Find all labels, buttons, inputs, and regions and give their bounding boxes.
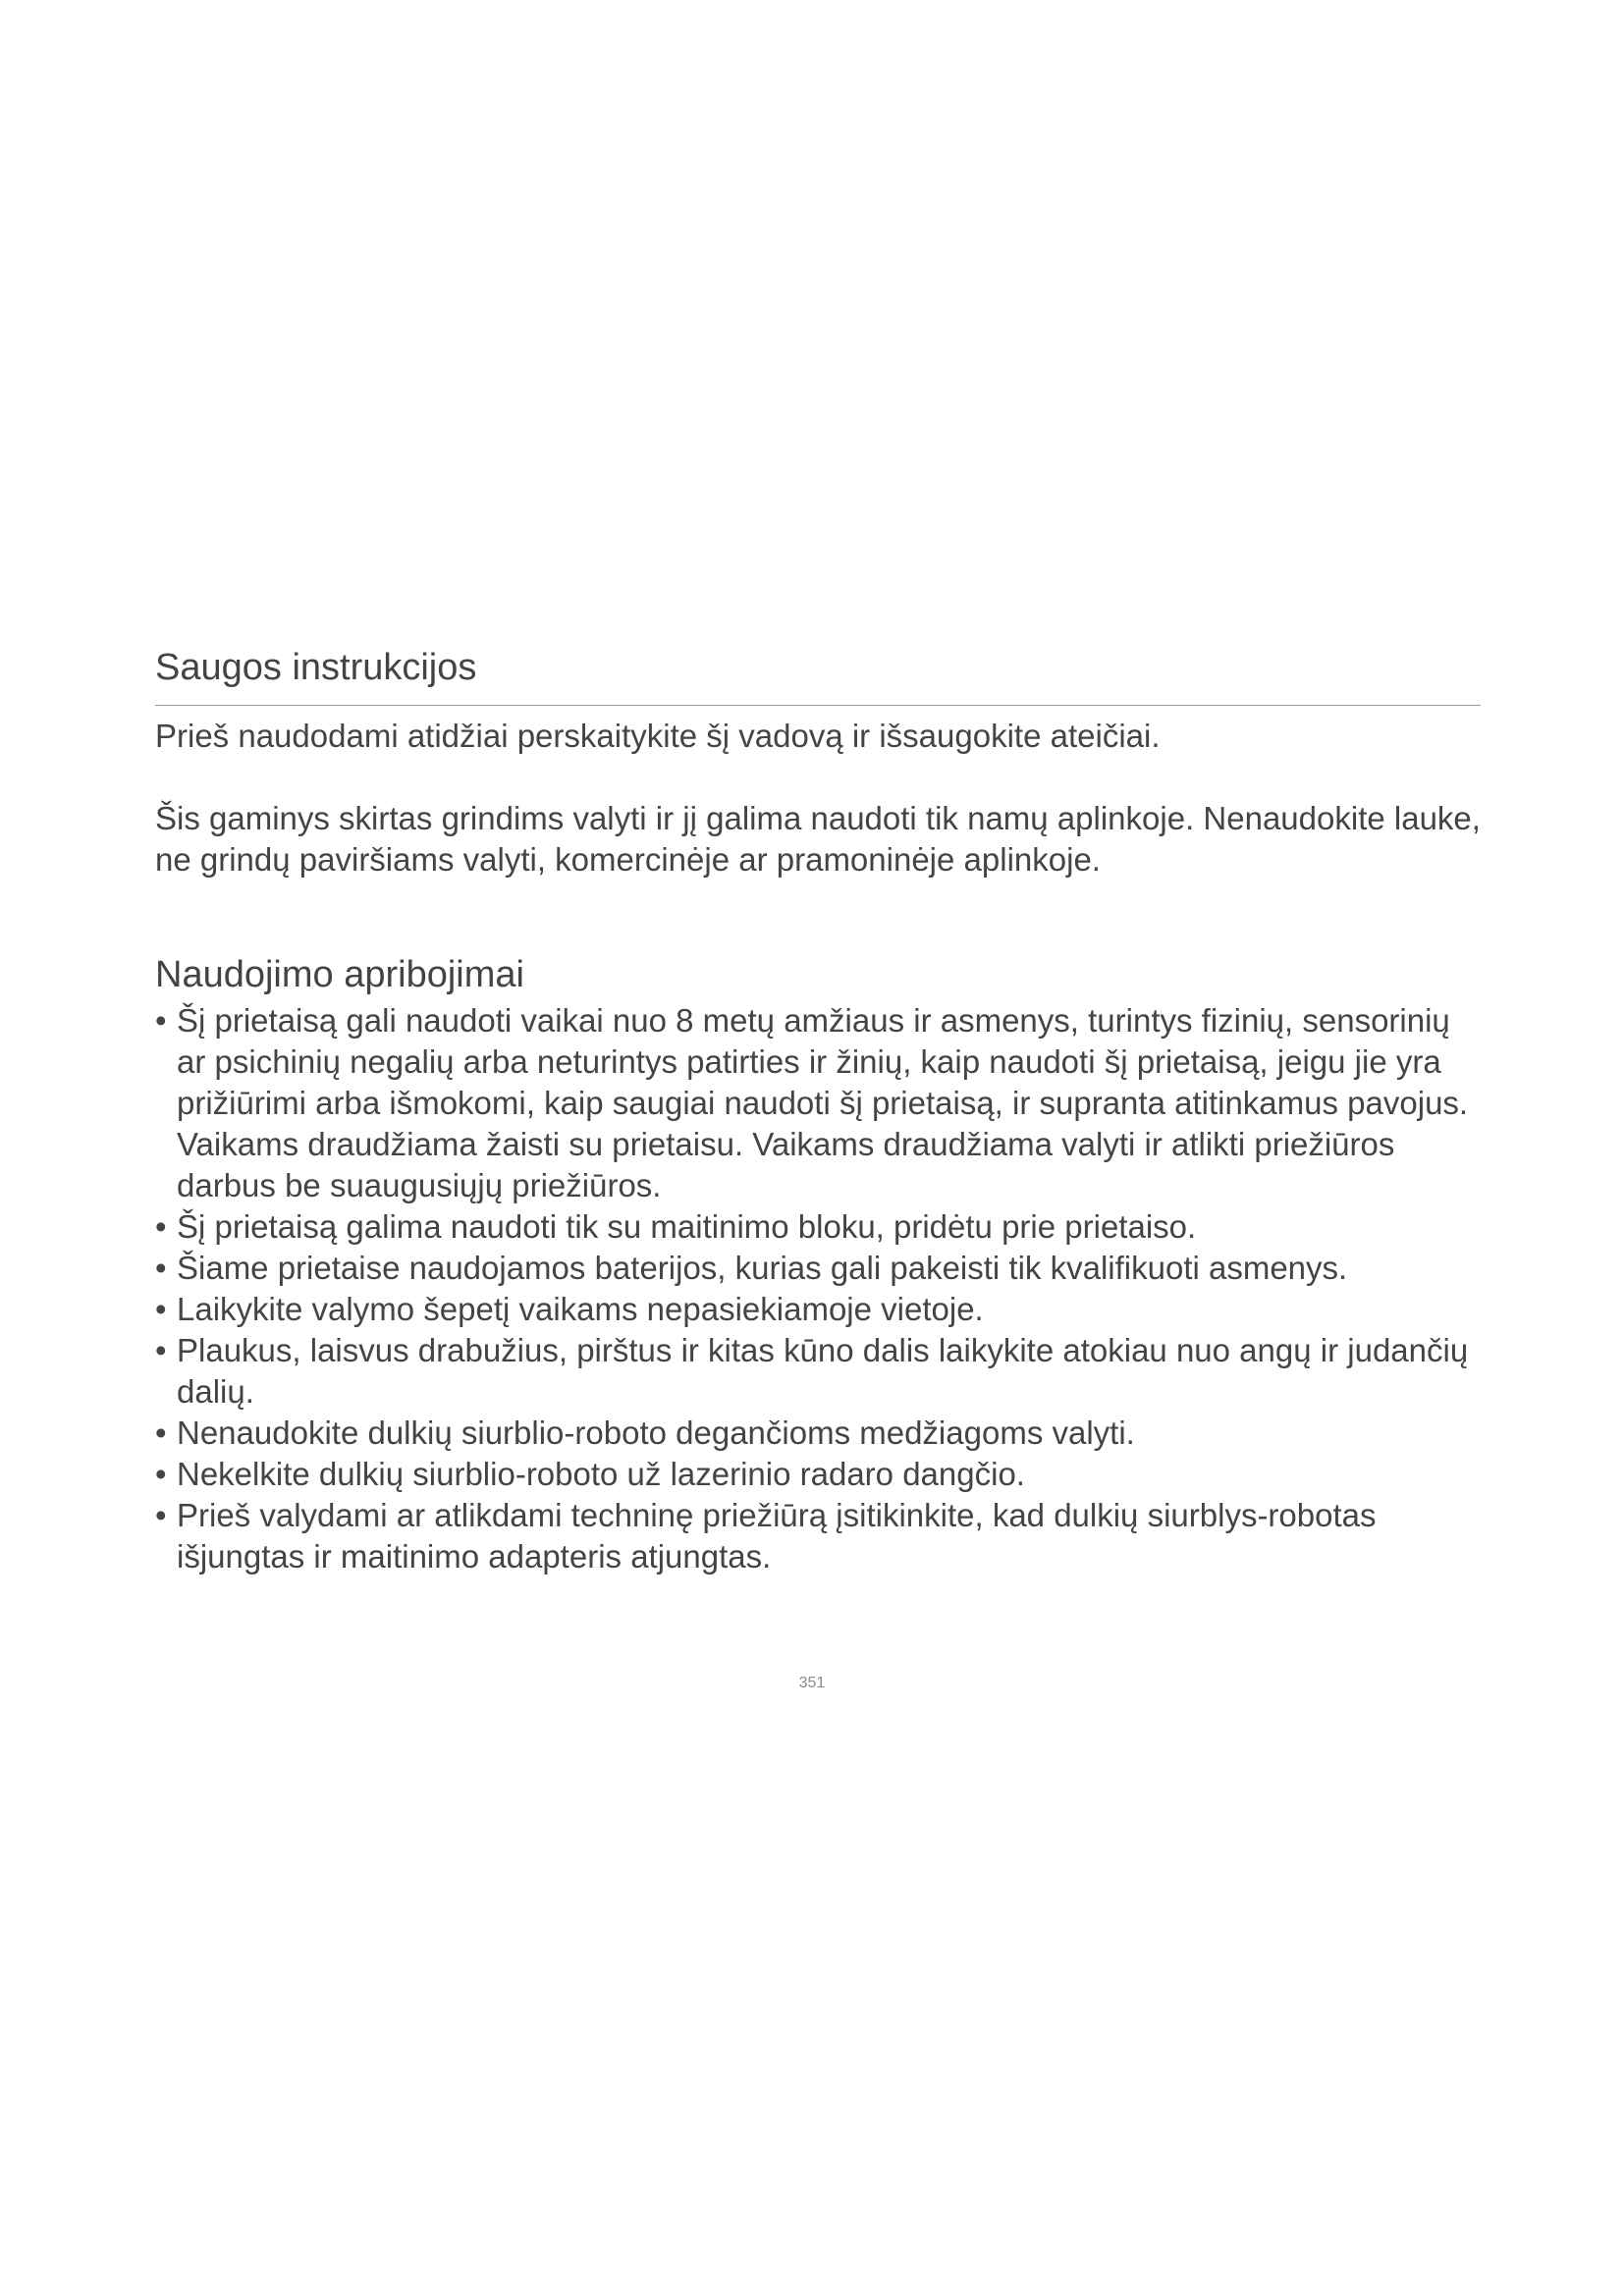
bullet-marker: •: [155, 1291, 167, 1327]
list-item: [155, 1206, 1481, 1248]
list-item: [155, 1495, 1481, 1577]
list-item-text: Nekelkite dulkių siurblio-roboto už lazerinio radaro dangčio.: [177, 1456, 1025, 1492]
list-item: [155, 1000, 1481, 1206]
bullet-marker: •: [155, 1250, 167, 1286]
bullet-marker: •: [155, 1002, 167, 1039]
list-item: [155, 1454, 1481, 1495]
section-title-safety: Saugos instrukcijos: [155, 647, 477, 688]
list-item-text: Plaukus, laisvus drabužius, pirštus ir kitas kūno dalis laikykite atokiau nuo angų ir judančių dalių.: [177, 1332, 1469, 1410]
bullet-marker: •: [155, 1208, 167, 1245]
bullet-marker: •: [155, 1332, 167, 1368]
list-item-text: Šį prietaisą gali naudoti vaikai nuo 8 metų amžiaus ir asmenys, turintys fizinių, sensorinių ar psichinių negalių arba neturintys patirties ir žinių, kaip naudoti šį prietaisą, jeigu jie yra prižiūrimi arba išmokomi, kaip saugiai naudoti šį prietaisą, ir supranta atitinkamus pavojus. Vaikams draudžiama žaisti su prietaisu. Vaikams draudžiama valyti ir atlikti priežiūros darbus be suaugusiųjų priežiūros.: [177, 1002, 1469, 1203]
bullet-marker: •: [155, 1497, 167, 1533]
section-title-restrictions: Naudojimo apribojimai: [155, 954, 524, 995]
list-item-text: Nenaudokite dulkių siurblio-roboto degančioms medžiagoms valyti.: [177, 1415, 1135, 1451]
list-item-text: Šiame prietaise naudojamos baterijos, kurias gali pakeisti tik kvalifikuoti asmenys.: [177, 1250, 1348, 1286]
list-item-text: Laikykite valymo šepetį vaikams nepasiekiamoje vietoje.: [177, 1291, 984, 1327]
document-content: [155, 644, 1481, 1577]
bullet-marker: •: [155, 1456, 167, 1492]
intro-paragraph: Prieš naudodami atidžiai perskaitykite šį vadovą ir išsaugokite ateičiai.: [155, 718, 1161, 754]
list-item: [155, 1330, 1481, 1413]
list-item: [155, 1413, 1481, 1454]
title-divider: [155, 705, 1481, 706]
bullet-marker: •: [155, 1415, 167, 1451]
list-item: [155, 1248, 1481, 1289]
list-item: [155, 1289, 1481, 1330]
list-item-text: Prieš valydami ar atlikdami techninę priežiūrą įsitikinkite, kad dulkių siurblys-robotas išjungtas ir maitinimo adapteris atjungtas.: [177, 1497, 1377, 1575]
usage-scope-paragraph: Šis gaminys skirtas grindims valyti ir jį galima naudoti tik namų aplinkoje. Nenaudokite lauke, ne grindų paviršiams valyti, komercinėje ar pramoninėje aplinkoje.: [155, 800, 1481, 878]
page-number: 351: [798, 1675, 826, 1691]
list-item-text: Šį prietaisą galima naudoti tik su maitinimo bloku, pridėtu prie prietaiso.: [177, 1208, 1197, 1245]
restrictions-list: [155, 1000, 1481, 1577]
